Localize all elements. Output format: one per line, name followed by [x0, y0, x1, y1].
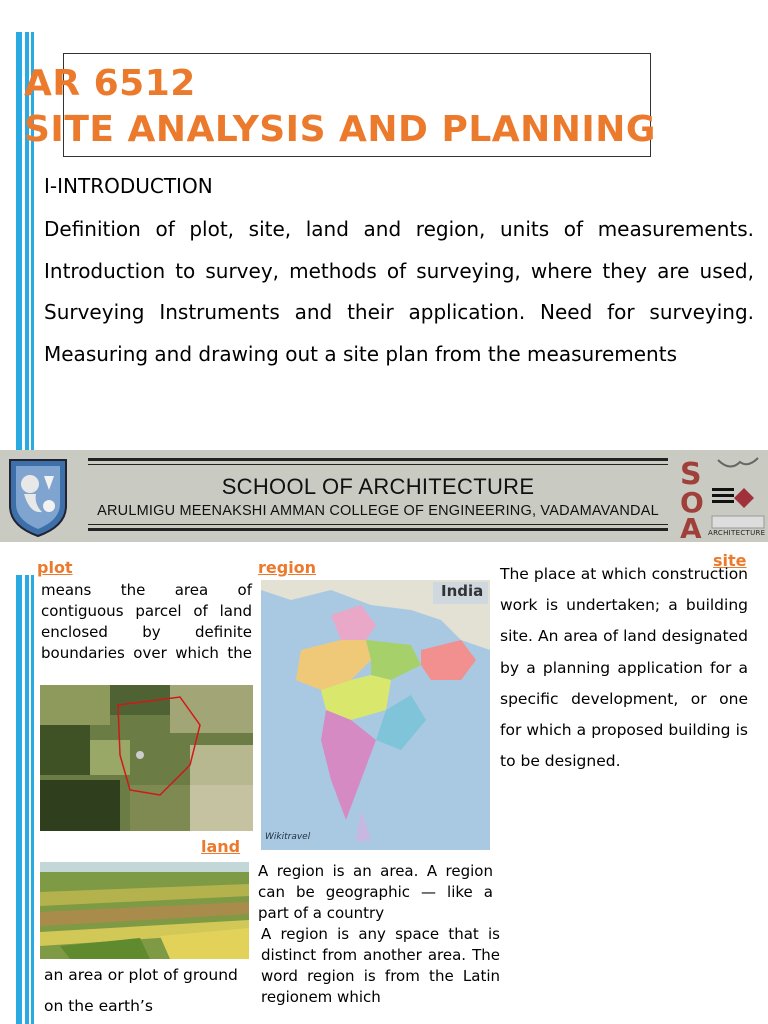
left-bar-6: [31, 575, 34, 1024]
plot-aerial-image: [40, 685, 253, 831]
site-label: site: [713, 551, 747, 570]
left-bar-4: [16, 575, 22, 1024]
svg-text:C: C: [573, 845, 597, 885]
region-text-1: A region is an area. A region can be geographic — like a part of a country: [258, 862, 493, 922]
india-map-image: [261, 580, 490, 850]
region-label: region: [258, 558, 317, 577]
map-credit: Wikitravel: [265, 832, 311, 842]
india-map: [261, 580, 490, 850]
site-plan-image: [513, 776, 768, 1024]
svg-text:D: D: [568, 945, 595, 985]
svg-text:A: A: [673, 950, 697, 990]
logo-caption: ARCHITECTURE: [708, 529, 766, 537]
plot-aerial-photo: [40, 685, 253, 831]
land-label: land: [201, 837, 241, 856]
region-text-2: A region is any space that is distinct from another area. The word region is from the Latin regionem which: [261, 925, 500, 1006]
course-title: SITE ANALYSIS AND PLANNING: [24, 109, 656, 150]
land-fields-image: [40, 862, 249, 959]
svg-text:S: S: [680, 457, 702, 492]
svg-text:B: B: [673, 845, 697, 885]
intro-paragraph: Definition of plot, site, land and region, units of measurements. Introduction to survey, methods of surveying, where they are used, Surveying Instruments and their application. Need for surveying. Measuring and drawing out a site plan from the measurements: [44, 217, 754, 366]
course-code: AR 6512: [24, 63, 196, 104]
banner-rule-bottom: [88, 528, 668, 531]
banner-rule-top: [88, 458, 668, 461]
section-heading: I-INTRODUCTION: [44, 174, 213, 198]
banner-rule-bottom-thin: [88, 524, 668, 525]
site-text: The place at which construction work is undertaken; a building site. An area of land designated by a planning application for a specific development, or one for which a proposed building is to be designed.: [500, 565, 748, 771]
college-crest-icon: [4, 454, 72, 538]
banner-rule-top-thin: [88, 464, 668, 465]
land-photo: [40, 862, 249, 959]
left-bar-1: [16, 32, 22, 452]
plot-label: plot: [37, 558, 73, 577]
school-name: SCHOOL OF ARCHITECTURE: [221, 474, 535, 499]
college-name: ARULMIGU MEENAKSHI AMMAN COLLEGE OF ENGINEERING, VADAMAVANDAL: [97, 503, 659, 519]
site-plan-drawing: [513, 776, 768, 1024]
svg-text:A: A: [680, 512, 702, 538]
soa-logo-icon: [678, 454, 766, 538]
left-bar-5: [25, 575, 29, 1024]
map-title: India: [441, 582, 484, 600]
plot-text: means the area of contiguous parcel of land enclosed by definite boundaries over which the: [41, 581, 252, 662]
land-text: an area or plot of ground on the earth’s: [44, 966, 238, 1015]
svg-text:O: O: [680, 486, 704, 519]
